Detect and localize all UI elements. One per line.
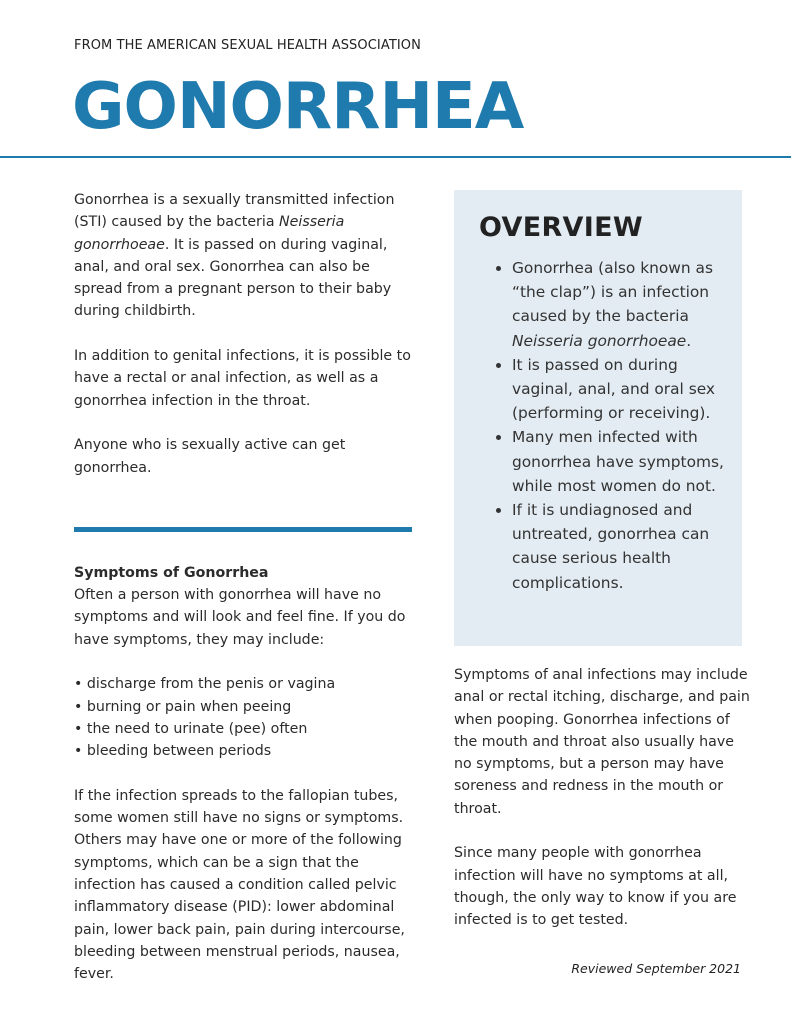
bacteria-name: Neisseria gonorrhoeae: [512, 331, 687, 350]
overview-item-text: .: [686, 331, 692, 350]
symptom-item: • discharge from the penis or vagina: [74, 676, 336, 693]
intro-paragraph-3: Anyone who is sexually active can get gonorrhea.: [74, 437, 346, 476]
symptom-item: • the need to urinate (pee) often: [74, 720, 308, 737]
overview-heading: OVERVIEW: [479, 212, 643, 243]
overview-item: [512, 256, 734, 353]
pid-paragraph: If the infection spreads to the fallopian tubes, some women still have no signs or symptoms. Others may have one or more of the following symptoms, which can be a sign that the infection has caused a condition called pelvic inflammatory disease (PID): lower abdominal pain, lower back pain, pain during intercourse, bleeding between menstrual periods, nausea, fever.: [74, 787, 405, 983]
symptom-item: • burning or pain when peeing: [74, 698, 292, 715]
intro-paragraph-2: In addition to genital infections, it is possible to have a rectal or anal infection, as well as a gonorrhea infection in the throat.: [74, 348, 411, 409]
left-column: [74, 189, 414, 986]
overview-box: [454, 190, 742, 646]
reviewed-date: Reviewed September 2021: [571, 961, 741, 976]
right-column: [454, 664, 754, 932]
intro-text-start: Gonorrhea is a sexually transmitted infection (STI) caused by the bacteria: [74, 192, 395, 231]
page-title: GONORRHEA: [72, 70, 524, 144]
intro-paragraph-1: [74, 189, 414, 323]
overview-item: • It is passed on during vaginal, anal, and oral sex (performing or receiving).: [512, 353, 734, 426]
section-divider: [74, 527, 412, 532]
testing-paragraph: Since many people with gonorrhea infection will have no symptoms at all, though, the only way to know if you are infected is to get tested.: [454, 845, 737, 929]
source-eyebrow: FROM THE AMERICAN SEXUAL HEALTH ASSOCIATION: [74, 38, 421, 53]
title-rule: [0, 156, 791, 158]
overview-item-text: Gonorrhea (also known as “the clap”) is an infection caused by the bacteria: [512, 259, 713, 326]
symptoms-intro: Often a person with gonorrhea will have no symptoms and will look and feel fine. If you do have symptoms, they may include:: [74, 587, 406, 648]
intro-text-end: . It is passed on during vaginal, anal, and oral sex. Gonorrhea can also be spread from a pregnant person to their baby during childbirth.: [74, 236, 392, 320]
overview-item: • Many men infected with gonorrhea have symptoms, while most women do not.: [512, 425, 734, 498]
symptoms-heading: Symptoms of Gonorrhea: [74, 564, 269, 581]
anal-infection-paragraph: Symptoms of anal infections may include anal or rectal itching, discharge, and pain when pooping. Gonorrhea infections of the mouth and throat also usually have no symptoms, but a person may have soreness and redness in the mouth or throat.: [454, 667, 750, 817]
symptom-item: • bleeding between periods: [74, 743, 272, 760]
overview-list: [492, 256, 734, 595]
bacteria-name: Neisseria gonorrhoeae: [74, 214, 345, 253]
overview-item: • If it is undiagnosed and untreated, gonorrhea can cause serious health complications.: [512, 498, 734, 595]
